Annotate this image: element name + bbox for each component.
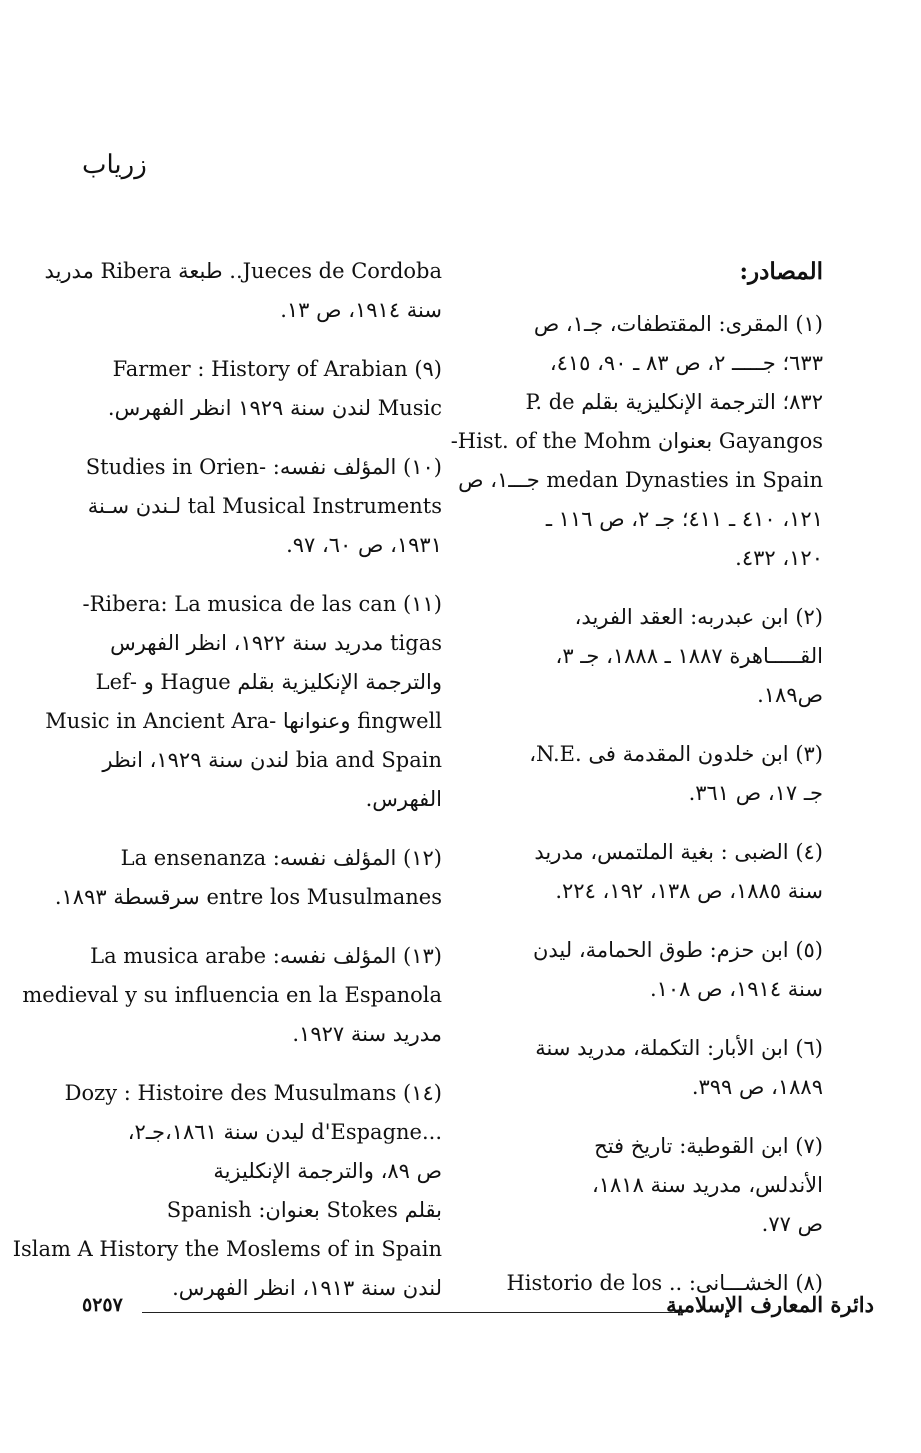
- source-entry-line: (٣) ابن خلدون المقدمة فى .N.E،: [529, 742, 823, 766]
- page-footer: [82, 1292, 874, 1322]
- source-entry: [82, 448, 442, 565]
- source-entry-line: Islam A History the Moslems of in Spain: [12, 1237, 442, 1261]
- source-entry-line: (١١) Ribera: La musica de las can-: [82, 592, 442, 616]
- source-entry: [493, 598, 823, 715]
- source-entry-line: (٧) ابن القوطية: تاريخ فتح: [594, 1134, 823, 1158]
- source-entry-line: entre los Musulmanes سرقسطة ١٨٩٣.: [54, 885, 442, 909]
- footer-title: دائرة المعارف الإسلامية: [666, 1292, 874, 1317]
- source-entry-line: (١٢) المؤلف نفسه: La ensenanza: [120, 846, 442, 870]
- source-entry-line: سنة ١٨٨٥، ص ١٣٨، ١٩٢، ٢٢٤.: [555, 879, 823, 903]
- right-entries: [450, 305, 823, 1303]
- source-entry-line: medan Dynasties in Spain جـــ١، ص: [458, 468, 823, 492]
- source-entry-line: بقلم Stokes بعنوان: Spanish: [166, 1198, 442, 1222]
- source-entry-line: (٤) الضبى : بغية الملتمس، مدريد: [534, 840, 823, 864]
- footer-page-number: ٥٢٥٧: [82, 1294, 123, 1316]
- source-entry-line: Music لندن سنة ١٩٢٩ انظر الفهرس.: [107, 396, 442, 420]
- source-entry: [54, 839, 442, 917]
- source-entry-line: القـــــاهرة ١٨٨٧ ـ ١٨٨٨، جـ ٣،: [555, 644, 823, 668]
- source-entry-line: جـ ١٧، ص ٣٦١.: [688, 781, 823, 805]
- sources-right-column: [450, 252, 823, 1323]
- source-entry-line: (٢) ابن عبدربه: العقد الفريد،: [574, 605, 823, 629]
- source-entry-line: bia and Spain لندن سنة ١٩٢٩، انظر: [102, 748, 442, 772]
- source-entry: [12, 1074, 442, 1308]
- source-entry-line: ...d'Espagne ليدن سنة ١٨٦١،جـ٢،: [127, 1120, 442, 1144]
- source-entry-line: الفهرس.: [365, 787, 442, 811]
- source-entry-line: ص١٨٩.: [757, 683, 823, 707]
- source-entry-line: ص ٧٧.: [761, 1212, 823, 1236]
- source-entry: [45, 585, 442, 819]
- left-entries: [12, 252, 442, 1308]
- sources-left-column: [12, 252, 442, 1328]
- source-entry-line: (٨) الخشـــانى: .. Historio de los: [506, 1271, 823, 1295]
- source-entry: [22, 937, 442, 1054]
- source-entry-line: tal Musical Instruments لـندن سـنة: [87, 494, 442, 518]
- source-entry-line: ص ٨٩، والترجمة الإنكليزية: [213, 1159, 442, 1183]
- source-entry-line: مدريد سنة ١٩٢٧.: [292, 1022, 442, 1046]
- source-entry-line: (٩) Farmer : History of Arabian: [112, 357, 442, 381]
- source-entry-line: ٦٣٣؛ جـــــ ٢، ص ٨٣ ـ ٩٠، ٤١٥،: [549, 351, 823, 375]
- footer-rule: [142, 1312, 684, 1313]
- source-entry-line: لندن سنة ١٩١٣، انظر الفهرس.: [172, 1276, 442, 1300]
- source-entry: [493, 1127, 823, 1244]
- source-entry-line: ١٢١، ٤١٠ ـ ٤١١؛ جـ ٢، ص ١١٦ ـ: [545, 507, 823, 531]
- source-entry-line: سنة ١٩١٤، ص ١٣.: [280, 298, 442, 322]
- source-entry: [450, 305, 823, 578]
- source-entry-line: الأندلس، مدريد سنة ١٨١٨،: [591, 1173, 823, 1197]
- source-entry: [493, 1029, 823, 1107]
- sources-heading: المصادر:: [739, 258, 823, 285]
- source-entry-line: ١٩٣١، ص ٦٠، ٩٧.: [286, 533, 442, 557]
- source-entry-line: ٨٣٢؛ الترجمة الإنكليزية بقلم P. de: [525, 390, 823, 414]
- source-entry: [82, 350, 442, 428]
- source-entry-line: Gayangos بعنوان Hist. of the Mohm-: [450, 429, 823, 453]
- source-entry-line: fingwell وعنوانها -Music in Ancient Ara: [45, 709, 442, 733]
- source-entry-line: ١٢٠، ٤٣٢.: [735, 546, 823, 570]
- source-entry-line: Jueces de Cordoba.. طبعة Ribera مدريد: [44, 259, 442, 283]
- source-entry-line: (١٣) المؤلف نفسه: La musica arabe: [90, 944, 442, 968]
- source-entry-line: (١٠) المؤلف نفسه: -Studies in Orien: [85, 455, 442, 479]
- source-entry: [493, 931, 823, 1009]
- source-entry-line: سنة ١٩١٤، ص ١٠٨.: [649, 977, 823, 1001]
- source-entry-line: ١٨٨٩، ص ٣٩٩.: [691, 1075, 823, 1099]
- source-entry-line: (١) المقرى: المقتطفات، جـ١، ص: [533, 312, 823, 336]
- page-header-title: زرياب: [82, 150, 147, 180]
- source-entry-line: (١٤) Dozy : Histoire des Musulmans: [64, 1081, 442, 1105]
- source-entry: [493, 833, 823, 911]
- source-entry-line: (٦) ابن الأبار: التكملة، مدريد سنة: [535, 1036, 823, 1060]
- source-entry: [44, 252, 442, 330]
- source-entry-line: tigas مدريد سنة ١٩٢٢، انظر الفهرس: [110, 631, 442, 655]
- source-entry-line: والترجمة الإنكليزية بقلم Hague و -Lef: [95, 670, 442, 694]
- source-entry-line: (٥) ابن حزم: طوق الحمامة، ليدن: [532, 938, 823, 962]
- source-entry-line: medieval y su influencia en la Espanola: [22, 983, 442, 1007]
- source-entry: [493, 735, 823, 813]
